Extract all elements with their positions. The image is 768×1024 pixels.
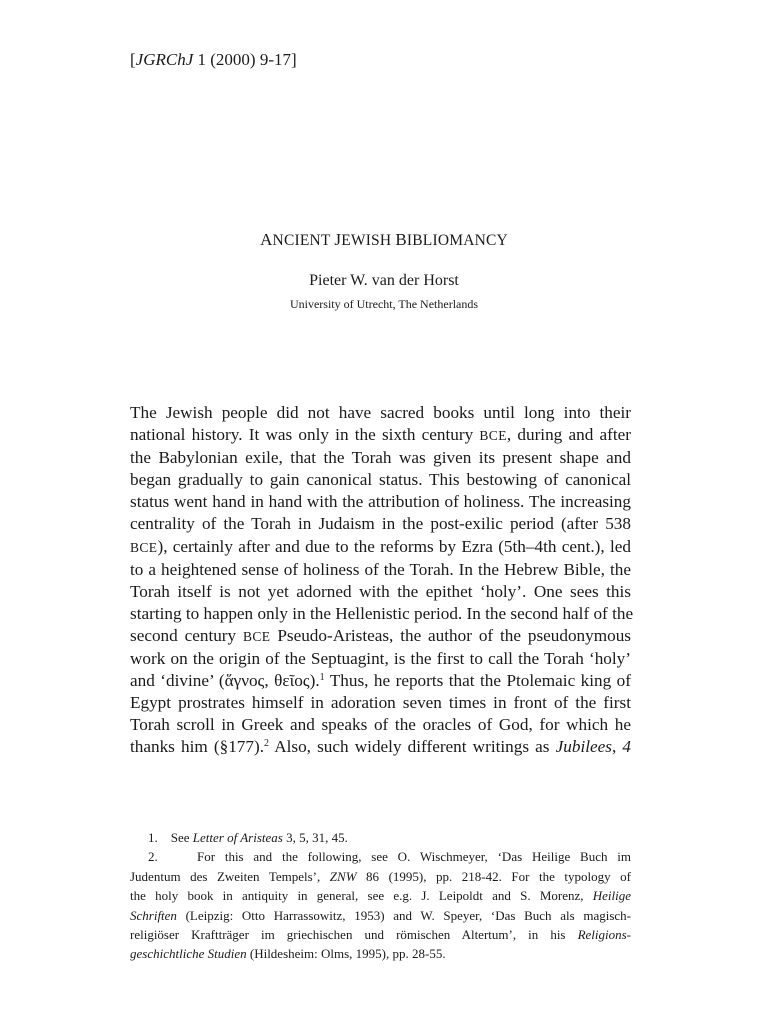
body-line: the Babylonian exile, that the Torah was given its present shape and [130,448,631,468]
body-line: The Jewish people did not have sacred books until long into their [130,403,631,422]
body-paragraph [130,402,634,759]
footnote-ref-1[interactable]: 1 [319,672,325,684]
body-line: BCE), certainly after and due to the reforms by Ezra (5th–4th cent.), led [130,536,631,556]
journal-abbrev: JGRChJ [135,50,194,69]
footnote-1: 1. See Letter of Aristeas 3, 5, 31, 45. [148,830,348,845]
title-text: ANCIENT JEWISH BIBLIOMANCY [260,230,508,249]
body-line: Torah scroll in Greek and speaks of the oracles of God, for which he [130,715,631,735]
article-author: Pieter W. van der Horst [309,272,459,289]
footnote-2-line: religiöser Kraftträger im griechischen und römischen Altertum’, in his Religions- [130,927,631,943]
body-line: centrality of the Torah in Judaism in the post-exilic period (after 538 [130,514,631,534]
author-affiliation: University of Utrecht, The Netherlands [289,297,479,311]
journal-volume: 1 (2000) 9-17] [193,50,297,69]
footnote-number: 1. [148,830,158,845]
body-line: starting to happen only in the Hellenistic period. In the second half of the [130,603,634,623]
body-line: Torah itself is not yet adorned with the epithet ‘holy’. One sees this [130,581,631,601]
body-line: work on the origin of the Septuagint, is the first to call the Torah ‘holy’ [130,649,631,669]
body-line: and ‘divine’ (ἅγνος, θεῖος).$^1$ Thus, he reports that the Ptolemaic king of [130,671,631,691]
body-line: to a heightened sense of holiness of the Torah. In the Hebrew Bible, the [130,559,631,579]
body-line: second century BCE Pseudo-Aristeas, the author of the pseudonymous [130,625,631,645]
footnote-2-line: Schriften (Leipzig: Otto Harrassowitz, 1953) and W. Speyer, ‘Das Buch als magisch- [130,907,631,923]
article-title [0,230,768,250]
journal-citation: [JGRChJ 1 (2000) 9-17] [130,50,297,69]
footnotes [130,828,631,964]
footnote-ref-2[interactable]: 2 [264,738,270,750]
body-line: began gradually to gain canonical status. This bestowing of canonical [130,470,631,490]
body-line: status went hand in hand with the attribution of holiness. The increasing [130,492,631,512]
footnote-2-line: geschichtliche Studien (Hildesheim: Olms, 1995), pp. 28-55. [130,946,446,962]
footnote-2-line: the holy book in antiquity in general, see e.g. J. Leipoldt and S. Morenz, Heilige [130,888,631,904]
footnote-2-line: Judentum des Zweiten Tempels’, ZNW 86 (1995), pp. 218-42. For the typology of [130,868,631,884]
body-line: national history. It was only in the sixth century BCE, during and after [130,425,632,445]
body-line: Egypt prostrates himself in adoration seven times in front of the first [130,693,631,713]
footnote-number: 2. [148,849,158,865]
footnote-2-line: 2. For this and the following, see O. Wischmeyer, ‘Das Heilige Buch im [148,849,631,865]
body-line: thanks him (§177).$^2$ Also, such widely different writings as Jubilees, 4 [130,737,631,757]
